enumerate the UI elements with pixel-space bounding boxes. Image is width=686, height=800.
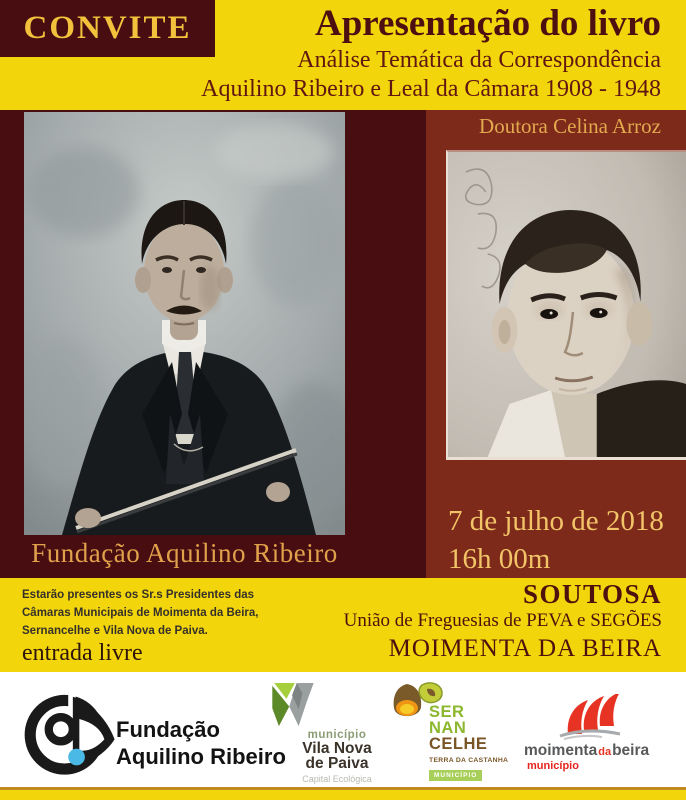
convite-badge xyxy=(0,0,215,57)
event-datetime xyxy=(448,502,664,578)
vnp-name-line1: Vila Nova xyxy=(302,740,372,757)
red-m-brush-icon xyxy=(558,694,638,740)
moimenta-logo-text xyxy=(524,742,649,760)
sernancelhe-line2: NAN xyxy=(429,719,467,737)
fundacao-logo-line2: Aquilino Ribeiro xyxy=(116,744,286,769)
moimenta-name-part3: beira xyxy=(612,742,650,759)
convite-badge-label: CONVITE xyxy=(23,10,192,46)
venue-parish: União de Freguesias de PEVA e SEGÕES xyxy=(343,610,662,631)
portrait-leal-da-camara-photo xyxy=(446,150,686,460)
speaker-name: Doutora Celina Arroz xyxy=(479,114,661,138)
attendees-note-line1: Estarão presentes os Sr.s Presidentes das xyxy=(22,589,255,601)
fundacao-ar-monogram-icon xyxy=(20,684,122,780)
moimenta-name-part1: moimenta xyxy=(524,742,598,759)
vnp-municipio-label: município xyxy=(307,729,367,741)
bottom-yellow-strip xyxy=(0,787,686,800)
attendees-note xyxy=(22,586,258,640)
title-block xyxy=(201,2,661,104)
event-date: 7 de julho de 2018 xyxy=(448,505,664,537)
venue-municipality: MOIMENTA DA BEIRA xyxy=(388,635,662,662)
vnp-green-v-icon xyxy=(270,682,316,729)
vnp-name-line2: de Paiva xyxy=(305,755,369,772)
attendees-note-line3: Sernancelhe e Vila Nova de Paiva. xyxy=(22,625,208,637)
sernancelhe-tagline: TERRA DA CASTANHA xyxy=(429,757,509,764)
left-photo-caption: Fundação Aquilino Ribeiro xyxy=(31,538,338,568)
portrait-leal-da-camara-drawing xyxy=(448,152,686,457)
sernancelhe-logo-text xyxy=(429,704,508,782)
moimenta-municipio-label: município xyxy=(527,760,579,772)
poster-subtitle-1: Análise Temática da Correspondência xyxy=(297,47,661,73)
vnp-logo-text xyxy=(285,729,389,784)
fundacao-logo-text xyxy=(116,716,286,770)
poster-subtitle-2: Aquilino Ribeiro e Leal da Câmara 1908 - 1948 xyxy=(201,76,661,102)
free-admission-note: entrada livre xyxy=(22,640,143,666)
poster-title: Apresentação do livro xyxy=(314,3,661,44)
sernancelhe-municipio-badge: MUNICÍPIO xyxy=(429,770,482,781)
venue-place: SOUTOSA xyxy=(522,579,662,609)
moimenta-name-part2: da xyxy=(598,746,612,758)
venue-block xyxy=(344,579,662,665)
sernancelhe-line3: CELHE xyxy=(429,735,488,753)
vnp-tagline: Capital Ecológica xyxy=(302,774,372,784)
portrait-aquilino-ribeiro-drawing xyxy=(24,112,345,535)
fundacao-logo-line1: Fundação xyxy=(116,717,220,742)
sernancelhe-line1: SER xyxy=(429,703,465,721)
attendees-note-line2: Câmaras Municipais de Moimenta da Beira, xyxy=(22,607,259,619)
event-time: 16h 00m xyxy=(448,543,551,575)
portrait-aquilino-ribeiro-photo xyxy=(24,112,345,535)
